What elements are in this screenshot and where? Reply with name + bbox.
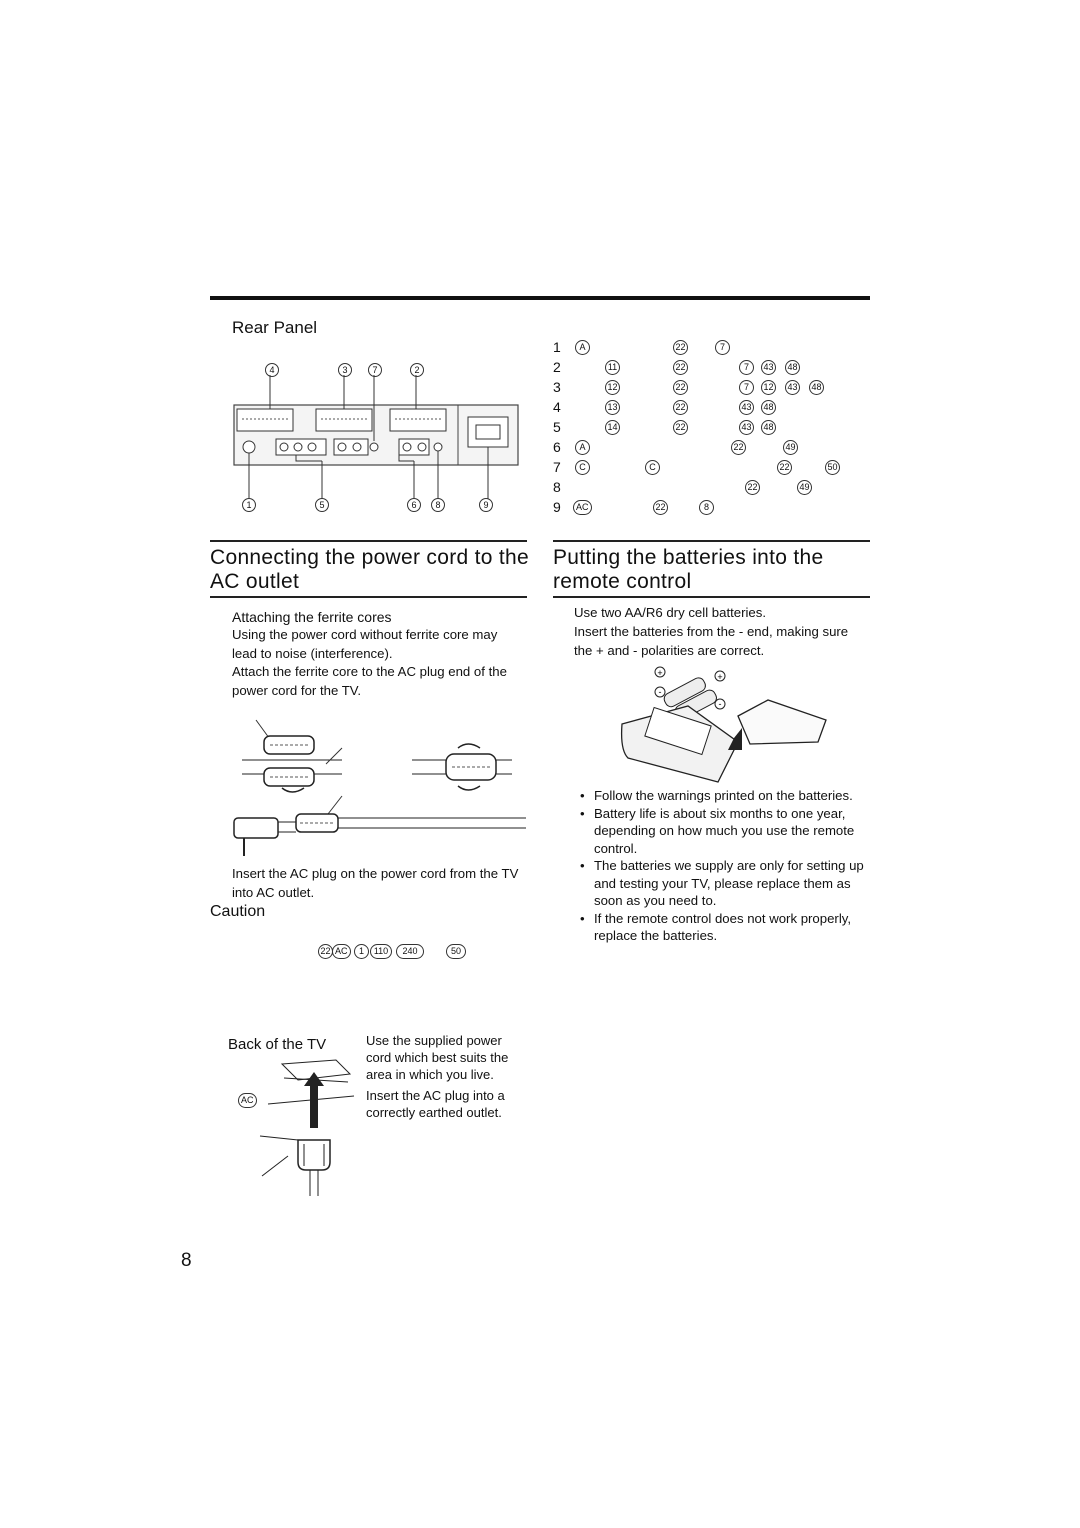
legend-mark: 48 [809, 380, 824, 395]
callout-top-3: 7 [368, 363, 382, 377]
legend-mark: A [575, 440, 590, 455]
caution-mark: 1 [354, 944, 369, 959]
legend-mark: C [645, 460, 660, 475]
legend-mark: 22 [673, 380, 688, 395]
legend-number: 9 [553, 499, 561, 515]
legend-mark: 50 [825, 460, 840, 475]
caution-title: Caution [210, 903, 266, 920]
battery-heading-rule-top [553, 540, 870, 542]
legend-mark: 49 [797, 480, 812, 495]
svg-text:-: - [718, 699, 722, 709]
legend-mark: 22 [673, 420, 688, 435]
legend-mark: 22 [777, 460, 792, 475]
legend-mark: 22 [673, 360, 688, 375]
ferrite-para-1: Using the power cord without ferrite core may lead to noise (interference). [232, 627, 498, 661]
legend-mark: 43 [761, 360, 776, 375]
battery-bullet-4: • If the remote control does not work properly, replace the batteries. [574, 910, 870, 945]
legend-mark: 13 [605, 400, 620, 415]
legend-mark: C [575, 460, 590, 475]
svg-text:+: + [657, 668, 663, 678]
battery-heading: Putting the batteries into the remote control [553, 546, 824, 593]
svg-text:-: - [658, 687, 662, 697]
legend-mark: 22 [745, 480, 760, 495]
legend-number: 5 [553, 419, 561, 435]
legend-number: 6 [553, 439, 561, 455]
top-rule [210, 296, 870, 300]
legend-mark: 14 [605, 420, 620, 435]
battery-heading-rule-bottom [553, 596, 870, 598]
battery-bullet-2: • Battery life is about six months to one year, depending on how much you use the remote control. [574, 805, 870, 858]
callout-bottom-5: 9 [479, 498, 493, 512]
caution-mark: 240 [396, 944, 424, 959]
callout-bottom-3: 6 [407, 498, 421, 512]
caution-mark: 22 [318, 944, 333, 959]
legend-mark: 48 [761, 420, 776, 435]
legend-mark: 22 [673, 400, 688, 415]
legend-mark: 12 [605, 380, 620, 395]
legend-mark: 43 [739, 420, 754, 435]
legend-mark: 7 [739, 360, 754, 375]
power-heading-rule-top [210, 540, 527, 542]
legend-mark: 11 [605, 360, 620, 375]
svg-text:+: + [717, 672, 723, 682]
callout-bottom-4: 8 [431, 498, 445, 512]
legend-mark: 48 [761, 400, 776, 415]
legend-mark: 8 [699, 500, 714, 515]
callout-top-1: 4 [265, 363, 279, 377]
ferrite-title: Attaching the ferrite cores [232, 609, 392, 625]
legend-number: 4 [553, 399, 561, 415]
callout-top-2: 3 [338, 363, 352, 377]
legend-number: 3 [553, 379, 561, 395]
ferrite-para-2: Attach the ferrite core to the AC plug end of the power cord for the TV. [232, 664, 507, 698]
caution-mark: 50 [446, 944, 466, 959]
page-number: 8 [181, 1250, 192, 1271]
battery-bullets [574, 787, 870, 945]
legend-mark: 22 [653, 500, 668, 515]
legend-mark: 7 [739, 380, 754, 395]
insert-plug-text: Insert the AC plug on the power cord from the TV into AC outlet. [232, 866, 519, 900]
legend-mark: 43 [785, 380, 800, 395]
caution-mark: 110 [370, 944, 392, 959]
battery-bullet-3: • The batteries we supply are only for setting up and testing your TV, please replace them as soon as you need to. [574, 857, 870, 910]
ac-mark: AC [238, 1093, 257, 1108]
legend-mark: 7 [715, 340, 730, 355]
battery-line-1: Use two AA/R6 dry cell batteries. [574, 605, 767, 620]
battery-bullet-1: • Follow the warnings printed on the batteries. [574, 787, 870, 805]
legend-mark: 43 [739, 400, 754, 415]
legend-mark: 22 [731, 440, 746, 455]
caution-mark: AC [332, 944, 351, 959]
rear-panel-title: Rear Panel [232, 318, 318, 337]
legend-number: 1 [553, 339, 561, 355]
legend-mark: A [575, 340, 590, 355]
legend-number: 8 [553, 479, 561, 495]
legend-mark: 49 [783, 440, 798, 455]
legend-mark: 48 [785, 360, 800, 375]
callout-bottom-2: 5 [315, 498, 329, 512]
supplied-cord-note: Use the supplied power cord which best suits the area in which you live. [366, 1033, 509, 1082]
rear-panel-illustration [232, 375, 522, 500]
callout-bottom-1: 1 [242, 498, 256, 512]
legend-mark: 12 [761, 380, 776, 395]
legend-mark: 22 [673, 340, 688, 355]
legend-number: 2 [553, 359, 561, 375]
power-heading-rule-bottom [210, 596, 527, 598]
back-of-tv-label: Back of the TV [228, 1036, 327, 1053]
callout-top-4: 2 [410, 363, 424, 377]
ac-plug-illustration [258, 1058, 358, 1198]
ferrite-core-illustration [230, 718, 528, 866]
earthed-outlet-note: Insert the AC plug into a correctly earthed outlet. [366, 1088, 505, 1120]
battery-line-2: Insert the batteries from the - end, making sure the + and - polarities are correct. [574, 624, 849, 658]
legend-number: 7 [553, 459, 561, 475]
remote-battery-illustration [618, 664, 830, 786]
legend-mark: AC [573, 500, 592, 515]
power-heading: Connecting the power cord to the AC outlet [210, 546, 529, 593]
